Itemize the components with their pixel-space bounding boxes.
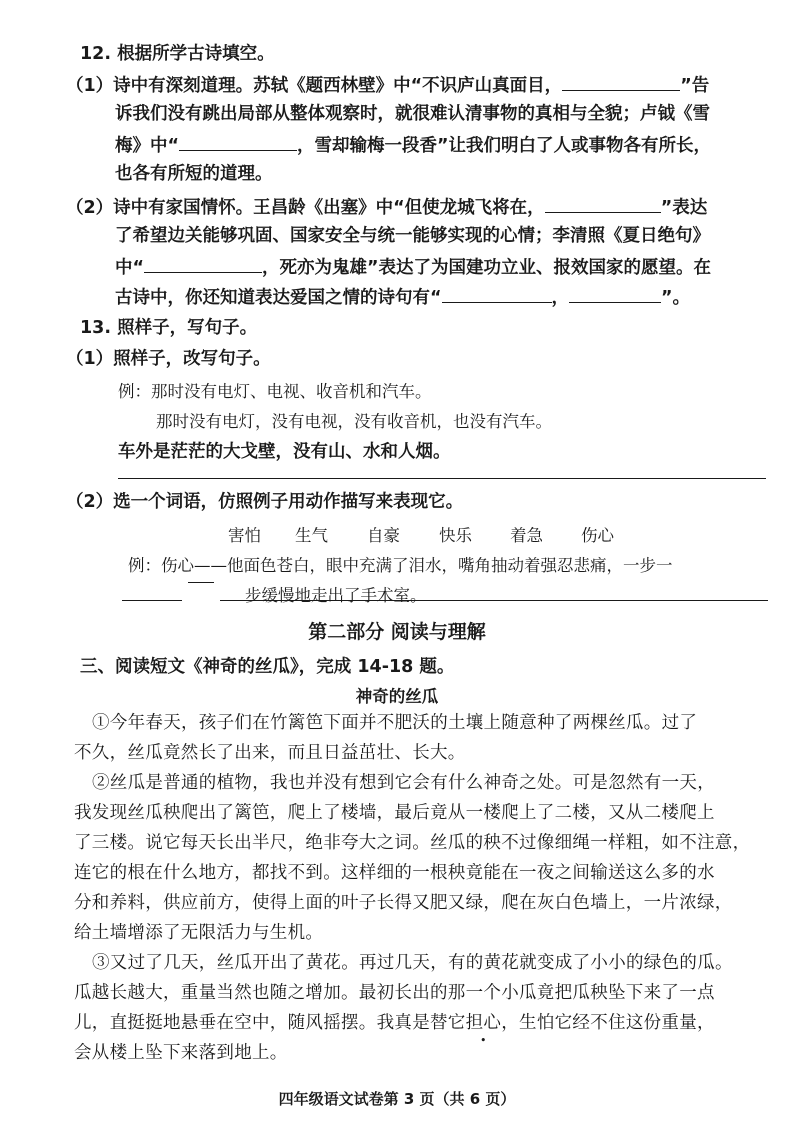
q12-p2-l4-tail: ”。 bbox=[661, 288, 691, 308]
word-choice: 快乐 bbox=[439, 526, 472, 545]
article-line: 会从楼上坠下来落到地上。 bbox=[74, 1043, 288, 1063]
q12-p1-l3-head: 梅》中“ bbox=[115, 136, 180, 156]
article-line: 连它的根在什么地方，都找不到。这样细的一根秧竟能在一夜之间输送这么多的水 bbox=[74, 863, 715, 883]
word-choice: 着急 bbox=[510, 526, 543, 545]
q12-p1-l3-tail: ，雪却输梅一段香”让我们明白了人或事物各有所长， bbox=[297, 136, 712, 156]
example2-label: 例： bbox=[128, 556, 161, 575]
answer-line-2[interactable] bbox=[220, 600, 768, 601]
dash-mark bbox=[188, 582, 214, 583]
answer-blank-2[interactable] bbox=[179, 132, 297, 151]
q12-p1-line3 bbox=[115, 132, 711, 158]
article-line: 瓜越长越大，重量当然也随之增加。最初长出的那一个小瓜竟把瓜秧坠下来了一点 bbox=[74, 983, 715, 1003]
q12-p1-line1 bbox=[66, 72, 709, 98]
example-label: 例： bbox=[118, 382, 151, 401]
q13-title: 13. 照样子，写句子。 bbox=[80, 318, 258, 338]
word-choice: 自豪 bbox=[367, 526, 400, 545]
part2-heading: 第二部分 阅读与理解 bbox=[308, 621, 486, 643]
word-choices bbox=[228, 524, 614, 548]
q13-p2-title: （2）选一个词语，仿照例子用动作描写来表现它。 bbox=[66, 492, 464, 512]
word-choice: 害怕 bbox=[228, 526, 261, 545]
page-footer: 四年级语文试卷第 3 页（共 6 页） bbox=[278, 1090, 516, 1108]
answer-blank-3[interactable] bbox=[545, 194, 661, 213]
emphasized-word: 担心 bbox=[465, 1013, 502, 1033]
q12-p1-text: （1）诗中有深刻道理。苏轼《题西林壁》中“不识庐山真面目， bbox=[66, 76, 563, 96]
q12-p2-text: （2）诗中有家国情怀。王昌龄《出塞》中“但使龙城飞将在， bbox=[66, 198, 545, 218]
article-line: ①今年春天，孩子们在竹篱笆下面并不肥沃的土壤上随意种了两棵丝瓜。过了 bbox=[92, 713, 698, 733]
article-line bbox=[74, 1011, 715, 1035]
q13-example2-line2: 步缓慢地走出了手术室。 bbox=[245, 586, 427, 605]
q12-p1-text-tail: ”告 bbox=[680, 76, 710, 96]
article-line: 我发现丝瓜秧爬出了篱笆，爬上了楼墙，最后竟从一楼爬上了二楼，又从二楼爬上 bbox=[74, 803, 715, 823]
article-title: 神奇的丝瓜 bbox=[355, 687, 439, 706]
q12-p1-line2: 诉我们没有跳出局部从整体观察时，就很难认清事物的真相与全貌；卢钺《雪 bbox=[115, 104, 710, 124]
article-line: 不久，丝瓜竟然长了出来，而且日益茁壮、长大。 bbox=[74, 743, 466, 763]
q12-p2-l3-tail: ，死亦为鬼雄”表达了为国建功立业、报效国家的愿望。在 bbox=[262, 258, 712, 278]
section-three-title: 三、阅读短文《神奇的丝瓜》，完成 14-18 题。 bbox=[80, 657, 455, 677]
q12-p2-line2: 了希望边关能够巩固、国家安全与统一能够实现的心情；李清照《夏日绝句》 bbox=[115, 226, 710, 246]
q12-p2-line1 bbox=[66, 194, 707, 220]
q12-p2-l3-head: 中“ bbox=[115, 258, 145, 278]
q12-p2-text-tail: ”表达 bbox=[660, 198, 708, 218]
q12-p2-l4-head: 古诗中，你还知道表达爱国之情的诗句有“ bbox=[115, 288, 442, 308]
article-line-head: 儿，直挺挺地悬垂在空中，随风摇摆。我真是替它 bbox=[74, 1013, 466, 1033]
q12-p1-line4: 也各有所短的道理。 bbox=[115, 164, 273, 184]
q12-p2-line4 bbox=[115, 284, 690, 310]
q13-prompt-sentence: 车外是茫茫的大戈壁，没有山、水和人烟。 bbox=[118, 442, 451, 462]
q13-example-line2: 那时没有电灯，没有电视，没有收音机，也没有汽车。 bbox=[156, 412, 552, 431]
answer-blank-5[interactable] bbox=[442, 284, 552, 303]
q13-example2-line1 bbox=[128, 554, 673, 578]
article-line: 分和养料，供应前方，使得上面的叶子长得又肥又绿，爬在灰白色墙上，一片浓绿， bbox=[74, 893, 733, 913]
q13-example-line1 bbox=[118, 380, 432, 404]
article-line: 了三楼。说它每天长出半尺，绝非夸大之词。丝瓜的秧不过像细绳一样粗，如不注意， bbox=[74, 833, 751, 853]
answer-blank-4[interactable] bbox=[144, 254, 262, 273]
q13-p1-title: （1）照样子，改写句子。 bbox=[66, 349, 271, 369]
answer-blank-1[interactable] bbox=[562, 72, 680, 91]
example-sentence-1: 那时没有电灯、电视、收音机和汽车。 bbox=[151, 382, 432, 401]
word-choice: 生气 bbox=[295, 526, 328, 545]
answer-line-1[interactable] bbox=[118, 478, 766, 479]
word-choice: 伤心 bbox=[581, 526, 614, 545]
q12-title: 12. 根据所学古诗填空。 bbox=[80, 44, 275, 64]
article-line: ③又过了几天，丝瓜开出了黄花。再过几天，有的黄花就变成了小小的绿色的瓜。 bbox=[92, 953, 733, 973]
q12-p2-l4-comma: ， bbox=[551, 288, 570, 308]
article-line-tail: ，生怕它经不住这份重量， bbox=[501, 1013, 715, 1033]
article-line: 给土墙增添了无限活力与生机。 bbox=[74, 923, 324, 943]
answer-word-line[interactable] bbox=[122, 600, 182, 601]
q12-p2-line3 bbox=[115, 254, 711, 280]
example2-text: 伤心——他面色苍白，眼中充满了泪水，嘴角抽动着强忍悲痛，一步一 bbox=[161, 556, 673, 575]
answer-blank-6[interactable] bbox=[569, 284, 661, 303]
article-line: ②丝瓜是普通的植物，我也并没有想到它会有什么神奇之处。可是忽然有一天， bbox=[92, 773, 715, 793]
